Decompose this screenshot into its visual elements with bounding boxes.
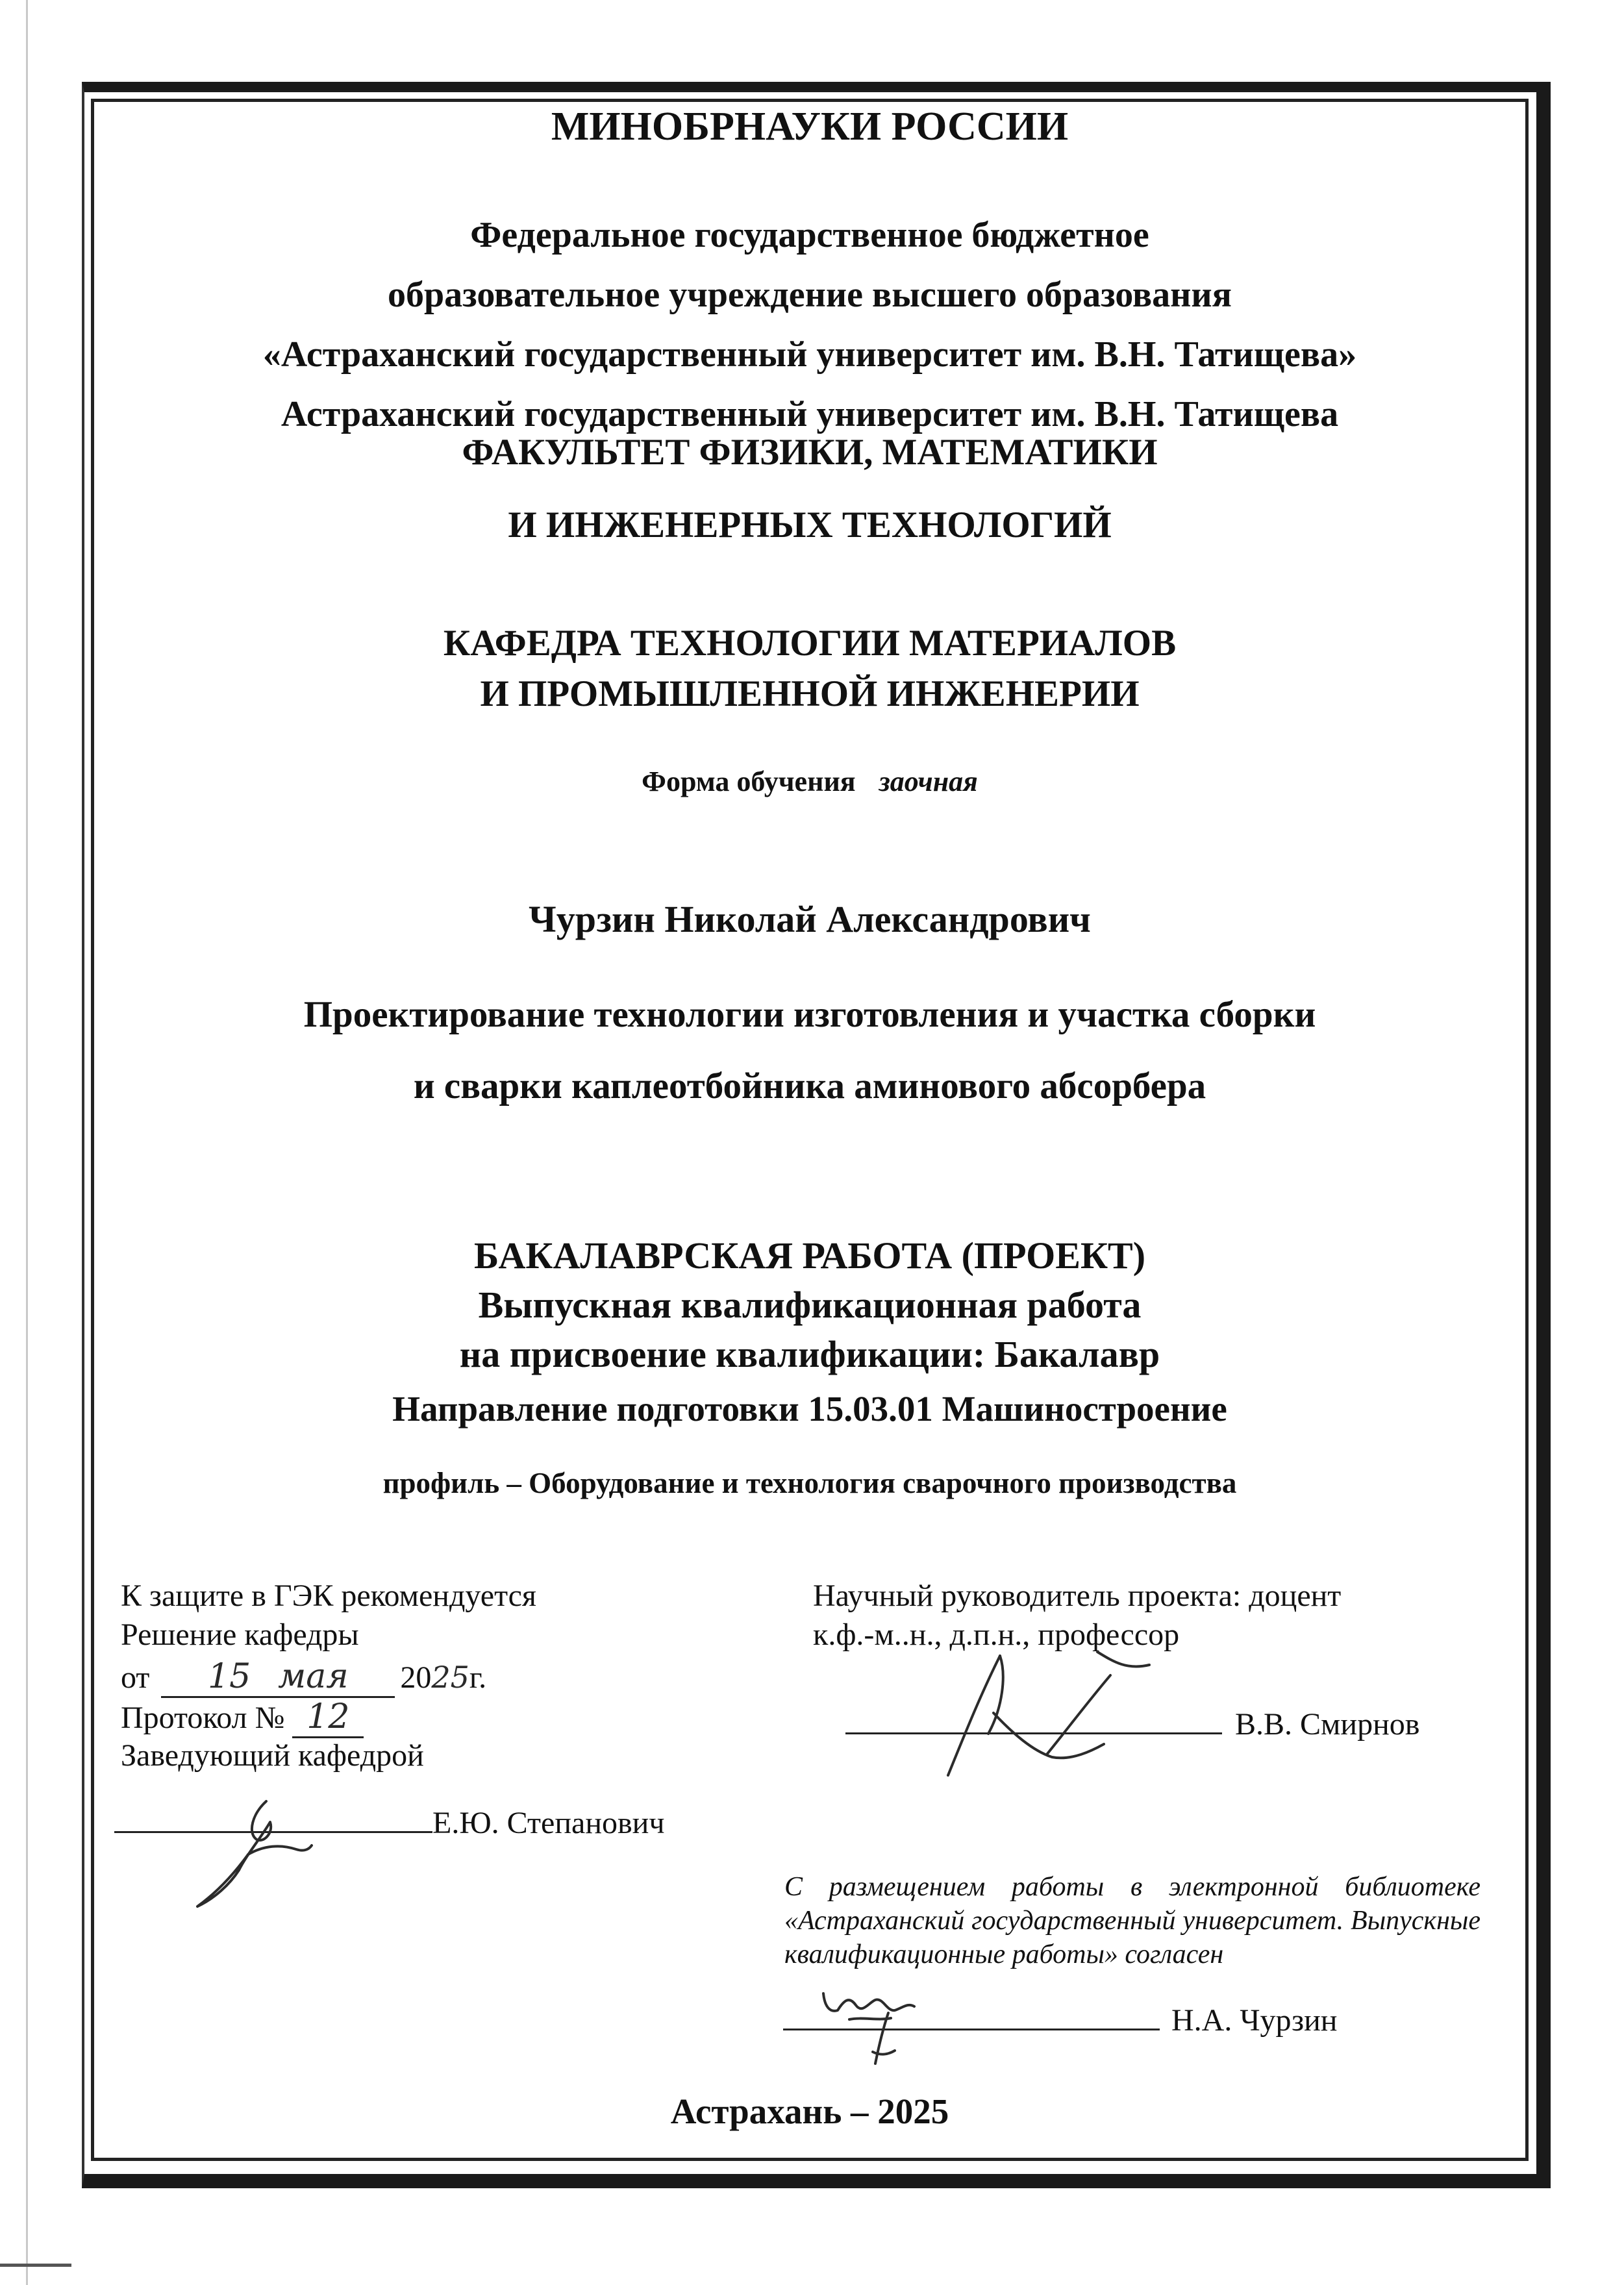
protocol-field (292, 1697, 364, 1738)
work-type-line: Выпускная квалификационная работа (478, 1284, 1142, 1326)
handwritten-year: 25 (431, 1660, 469, 1695)
head-name: Е.Ю. Степанович (432, 1806, 665, 1840)
institution-line: «Астраханский государственный университет им. В.Н. Татищева» (262, 334, 1357, 375)
thesis-title-line-1: Проектирование технологии изготовления и участка сборки (303, 994, 1316, 1035)
supervisor-title: Научный руководитель проекта: доцент (813, 1579, 1342, 1613)
work-type-block (91, 1231, 1529, 1379)
city-year: Астрахань – 2025 (670, 2091, 949, 2131)
handwritten-month: мая (278, 1657, 349, 1696)
student-signature (810, 1974, 927, 2071)
decision-date (121, 1657, 486, 1698)
department-line-2: И ПРОМЫШЛЕННОЙ ИНЖЕНЕРИИ (480, 673, 1140, 714)
faculty-line-2: И ИНЖЕНЕРНЫХ ТЕХНОЛОГИЙ (508, 505, 1112, 545)
protocol-label: Протокол № (121, 1701, 285, 1735)
thesis-title-line-2: и сварки каплеотбойника аминового абсорбера (413, 1066, 1206, 1106)
study-form (91, 765, 1529, 798)
date-filled (161, 1657, 395, 1698)
supervisor-name: В.В. Смирнов (1235, 1707, 1420, 1742)
protocol-line (121, 1697, 364, 1738)
study-form-value: заочная (879, 766, 978, 797)
head-signature (175, 1792, 344, 1916)
date-year-printed: 20 (400, 1660, 432, 1695)
institution-line: Астраханский государственный университет им. В.Н. Татищева (281, 394, 1339, 434)
scan-edge (26, 0, 28, 2285)
handwritten-protocol-number: 12 (306, 1697, 350, 1736)
library-consent-text: С размещением работы в электронной библиотеке «Астраханский государственный университет. Выпускные квалификационные работы» согласен (784, 1872, 1480, 1969)
department-decision: Решение кафедры (121, 1617, 359, 1652)
author-name: Чурзин Николай Александрович (529, 898, 1091, 940)
scan-mark (0, 2264, 71, 2267)
student-name: Н.А. Чурзин (1171, 2003, 1338, 2038)
date-suffix: г. (469, 1660, 487, 1695)
supervisor-degrees: к.ф.-м..н., д.п.н., профессор (813, 1617, 1180, 1652)
faculty-line-1: ФАКУЛЬТЕТ ФИЗИКИ, МАТЕМАТИКИ (462, 432, 1158, 473)
handwritten-day: 15 (207, 1657, 251, 1696)
direction-line: Направление подготовки 15.03.01 Машиностроение (392, 1389, 1227, 1429)
ministry-heading: МИНОБРНАУКИ РОССИИ (551, 105, 1069, 149)
defense-recommended: К защите в ГЭК рекомендуется (121, 1579, 537, 1613)
institution-line: Федеральное государственное бюджетное (470, 215, 1149, 255)
supervisor-signature (903, 1636, 1162, 1792)
profile-line: профиль – Оборудование и технология сварочного производства (382, 1467, 1237, 1499)
work-type-line: на присвоение квалификации: Бакалавр (459, 1333, 1160, 1375)
department-line-1: КАФЕДРА ТЕХНОЛОГИИ МАТЕРИАЛОВ (443, 623, 1177, 664)
head-of-department-title: Заведующий кафедрой (121, 1738, 424, 1773)
institution-line: образовательное учреждение высшего образования (388, 275, 1232, 315)
date-prefix: от (121, 1660, 150, 1695)
study-form-label: Форма обучения (642, 766, 856, 797)
institution-block (91, 205, 1529, 444)
work-type-line: БАКАЛАВРСКАЯ РАБОТА (ПРОЕКТ) (473, 1234, 1146, 1277)
